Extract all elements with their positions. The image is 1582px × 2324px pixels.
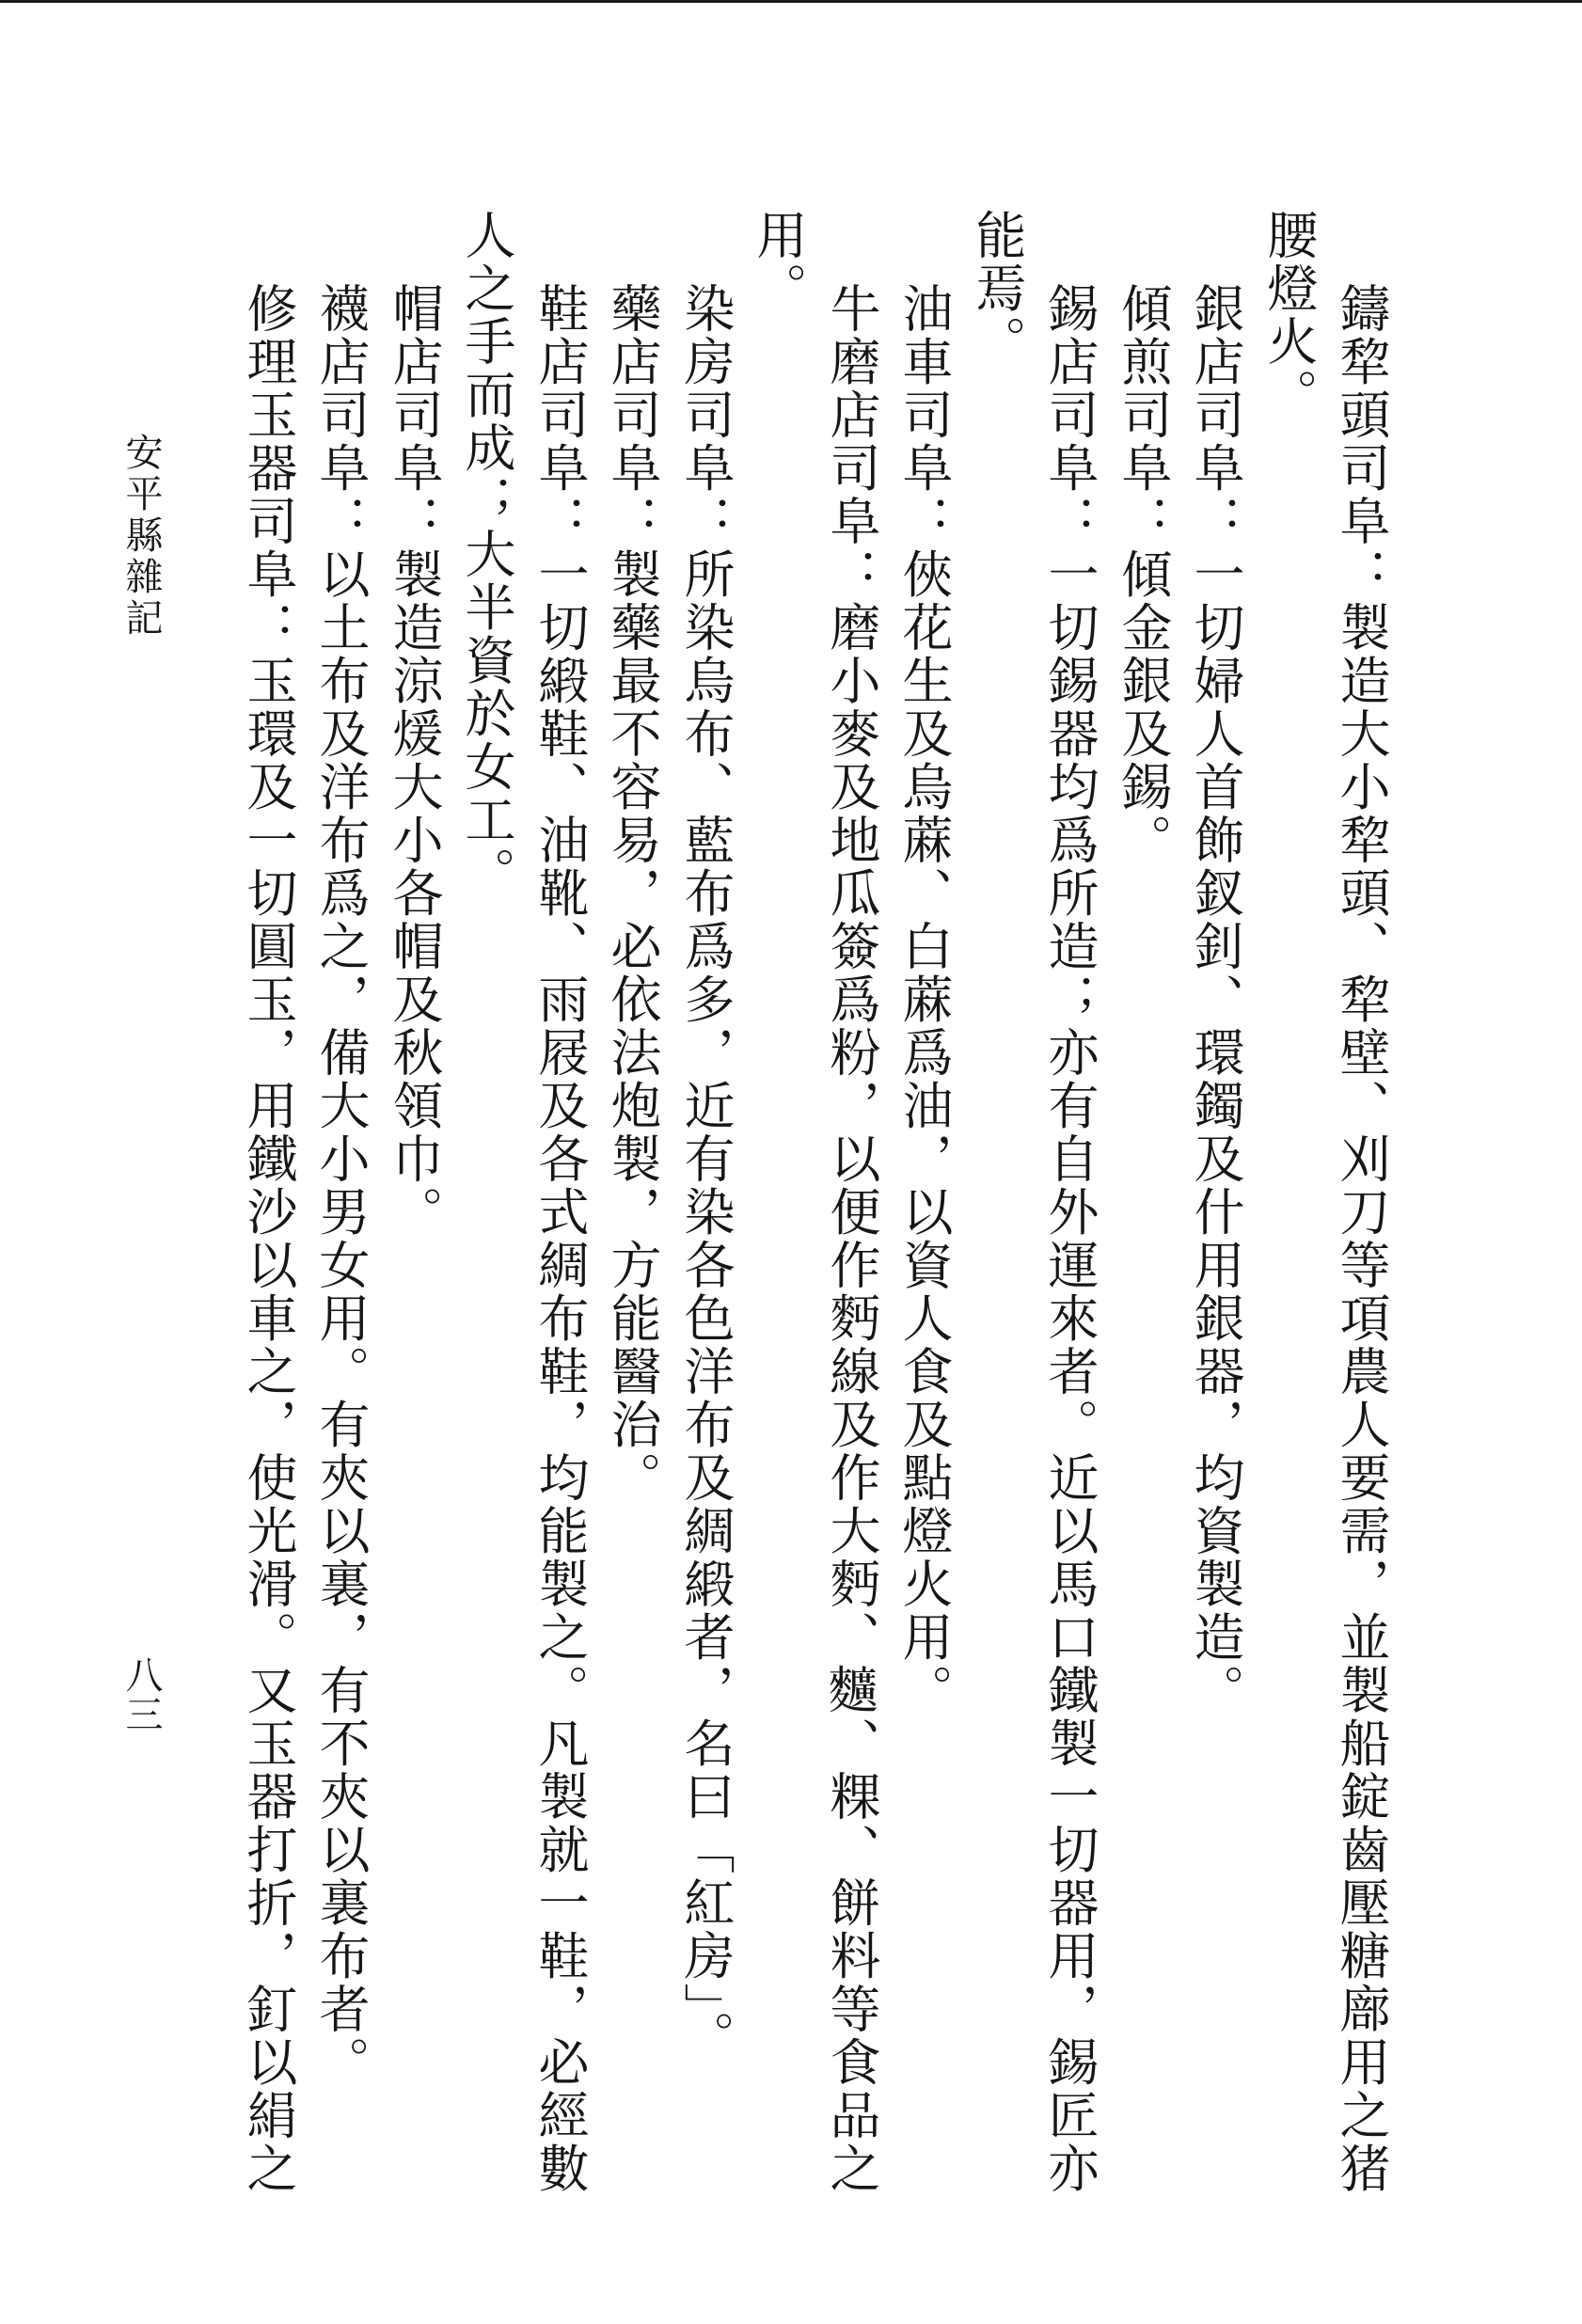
text-column-11: 藥店司阜：製藥最不容易，必依法炮製，方能醫治。 [603,282,662,1505]
text-column-5: 錫店司阜：一切錫器均爲所造；亦有自外運來者。近以馬口鐵製一切器用，錫匠亦 [1040,282,1099,2195]
text-column-15: 襪店司阜：以土布及洋布爲之，備大小男女用。有夾以裏，有不夾以裏布者。 [311,282,371,2089]
text-column-1: 鑄犂頭司阜：製造大小犂頭、犂壁、刈刀等項農人要需，並製船錠齒壓糖廍用之猪 [1332,282,1391,2195]
text-column-3: 銀店司阜：一切婦人首飾釵釗、環鐲及什用銀器，均資製造。 [1186,282,1245,1717]
text-column-13: 人之手而成；大半資於女工。 [457,209,516,900]
text-column-2: 腰燈火。 [1259,209,1319,421]
top-border-rule [0,0,1582,3]
text-column-6: 能焉。 [968,209,1027,369]
page-number: 八三 [119,1655,163,1734]
text-column-16: 修理玉器司阜：玉環及一切圓玉，用鐵沙以車之，使光滑。又玉器打折，釘以絹之 [239,282,298,2195]
text-column-12: 鞋店司阜：一切緞鞋、油靴、雨屐及各式綢布鞋，均能製之。凡製就一鞋，必經數 [530,282,590,2195]
text-column-8: 牛磨店司阜：磨小麥及地瓜簽爲粉，以便作麪線及作大麪、𪍿、粿、餅料等食品之 [822,282,881,2195]
text-column-7: 油車司阜：俠花生及烏蔴、白蔴爲油，以資人食及點燈火用。 [894,282,954,1717]
text-column-9: 用。 [749,209,808,315]
running-head: 安平縣雜記 [119,433,163,640]
text-column-14: 帽店司阜：製造涼煖大小各帽及秋領巾。 [385,282,444,1239]
text-column-10: 染房司阜：所染烏布、藍布爲多，近有染各色洋布及綢緞者，名曰「紅房」。 [676,282,736,2063]
text-column-4: 傾煎司阜：傾金銀及錫。 [1114,282,1173,867]
